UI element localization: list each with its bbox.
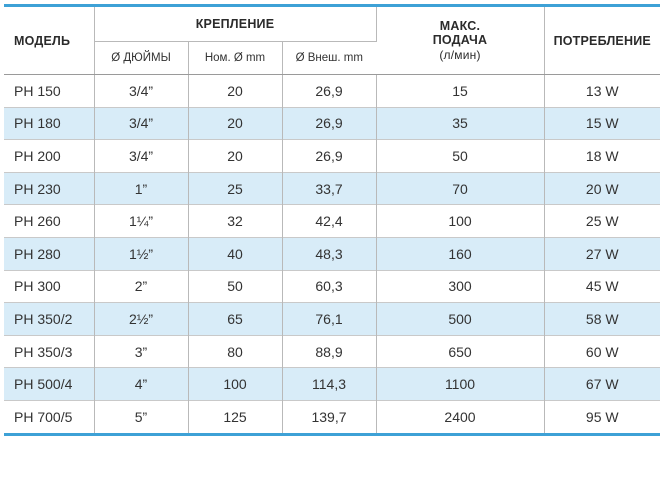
- cell-nominal: 20: [188, 140, 282, 173]
- cell-flow: 50: [376, 140, 544, 173]
- table-row: [4, 140, 660, 173]
- cell-flow: 2400: [376, 400, 544, 432]
- table-row: [4, 400, 660, 432]
- header-max-flow-line2: ПОДАЧА: [432, 33, 488, 47]
- cell-outer: 26,9: [282, 107, 376, 140]
- table-body: [4, 75, 660, 433]
- cell-nominal: 40: [188, 237, 282, 270]
- cell-inches: 3”: [94, 335, 188, 368]
- cell-inches: 3/4”: [94, 107, 188, 140]
- table-row: [4, 205, 660, 238]
- cell-flow: 1100: [376, 368, 544, 401]
- table-row: [4, 335, 660, 368]
- cell-inches: 1½”: [94, 237, 188, 270]
- cell-model: PH 230: [4, 172, 94, 205]
- cell-inches: 5”: [94, 400, 188, 432]
- header-mounting: КРЕПЛЕНИЕ: [94, 7, 376, 42]
- header-row: [4, 7, 660, 42]
- cell-inches: 3/4”: [94, 75, 188, 108]
- cell-model: PH 300: [4, 270, 94, 303]
- cell-outer: 88,9: [282, 335, 376, 368]
- cell-model: PH 700/5: [4, 400, 94, 432]
- subheader-inches: Ø ДЮЙМЫ: [94, 42, 188, 75]
- spec-table-container: [4, 4, 660, 436]
- subheader-nominal: Ном. Ø mm: [188, 42, 282, 75]
- cell-outer: 33,7: [282, 172, 376, 205]
- cell-model: PH 350/3: [4, 335, 94, 368]
- cell-nominal: 32: [188, 205, 282, 238]
- cell-power: 58 W: [544, 303, 660, 336]
- cell-nominal: 65: [188, 303, 282, 336]
- bottom-rule: [4, 433, 660, 436]
- cell-inches: 1¼”: [94, 205, 188, 238]
- cell-power: 45 W: [544, 270, 660, 303]
- table-row: [4, 303, 660, 336]
- cell-model: PH 350/2: [4, 303, 94, 336]
- cell-flow: 100: [376, 205, 544, 238]
- cell-power: 67 W: [544, 368, 660, 401]
- cell-power: 27 W: [544, 237, 660, 270]
- table-row: [4, 368, 660, 401]
- cell-inches: 2”: [94, 270, 188, 303]
- header-power: ПОТРЕБЛЕНИЕ: [544, 7, 660, 75]
- cell-inches: 2½”: [94, 303, 188, 336]
- cell-power: 95 W: [544, 400, 660, 432]
- cell-power: 25 W: [544, 205, 660, 238]
- table-row: [4, 270, 660, 303]
- cell-flow: 70: [376, 172, 544, 205]
- cell-model: PH 260: [4, 205, 94, 238]
- cell-outer: 114,3: [282, 368, 376, 401]
- cell-nominal: 25: [188, 172, 282, 205]
- cell-flow: 650: [376, 335, 544, 368]
- cell-model: PH 200: [4, 140, 94, 173]
- cell-nominal: 80: [188, 335, 282, 368]
- cell-power: 18 W: [544, 140, 660, 173]
- cell-flow: 35: [376, 107, 544, 140]
- table-row: [4, 107, 660, 140]
- cell-inches: 4”: [94, 368, 188, 401]
- table-row: [4, 75, 660, 108]
- cell-flow: 160: [376, 237, 544, 270]
- cell-power: 20 W: [544, 172, 660, 205]
- table-row: [4, 172, 660, 205]
- cell-flow: 500: [376, 303, 544, 336]
- cell-outer: 139,7: [282, 400, 376, 432]
- header-max-flow-unit: (л/мин): [439, 48, 481, 62]
- cell-power: 15 W: [544, 107, 660, 140]
- cell-outer: 48,3: [282, 237, 376, 270]
- cell-outer: 26,9: [282, 75, 376, 108]
- subheader-outer: Ø Внеш. mm: [282, 42, 376, 75]
- cell-nominal: 20: [188, 75, 282, 108]
- cell-outer: 42,4: [282, 205, 376, 238]
- cell-flow: 15: [376, 75, 544, 108]
- cell-power: 13 W: [544, 75, 660, 108]
- cell-power: 60 W: [544, 335, 660, 368]
- cell-nominal: 50: [188, 270, 282, 303]
- cell-nominal: 100: [188, 368, 282, 401]
- cell-inches: 3/4”: [94, 140, 188, 173]
- header-max-flow: [376, 7, 544, 75]
- cell-outer: 26,9: [282, 140, 376, 173]
- header-model: МОДЕЛЬ: [4, 7, 94, 75]
- cell-flow: 300: [376, 270, 544, 303]
- cell-nominal: 125: [188, 400, 282, 432]
- header-max-flow-line1: МАКС.: [439, 19, 481, 33]
- cell-inches: 1”: [94, 172, 188, 205]
- cell-model: PH 280: [4, 237, 94, 270]
- cell-nominal: 20: [188, 107, 282, 140]
- cell-model: PH 500/4: [4, 368, 94, 401]
- cell-outer: 60,3: [282, 270, 376, 303]
- cell-outer: 76,1: [282, 303, 376, 336]
- cell-model: PH 180: [4, 107, 94, 140]
- cell-model: PH 150: [4, 75, 94, 108]
- spec-table: [4, 7, 660, 433]
- table-row: [4, 237, 660, 270]
